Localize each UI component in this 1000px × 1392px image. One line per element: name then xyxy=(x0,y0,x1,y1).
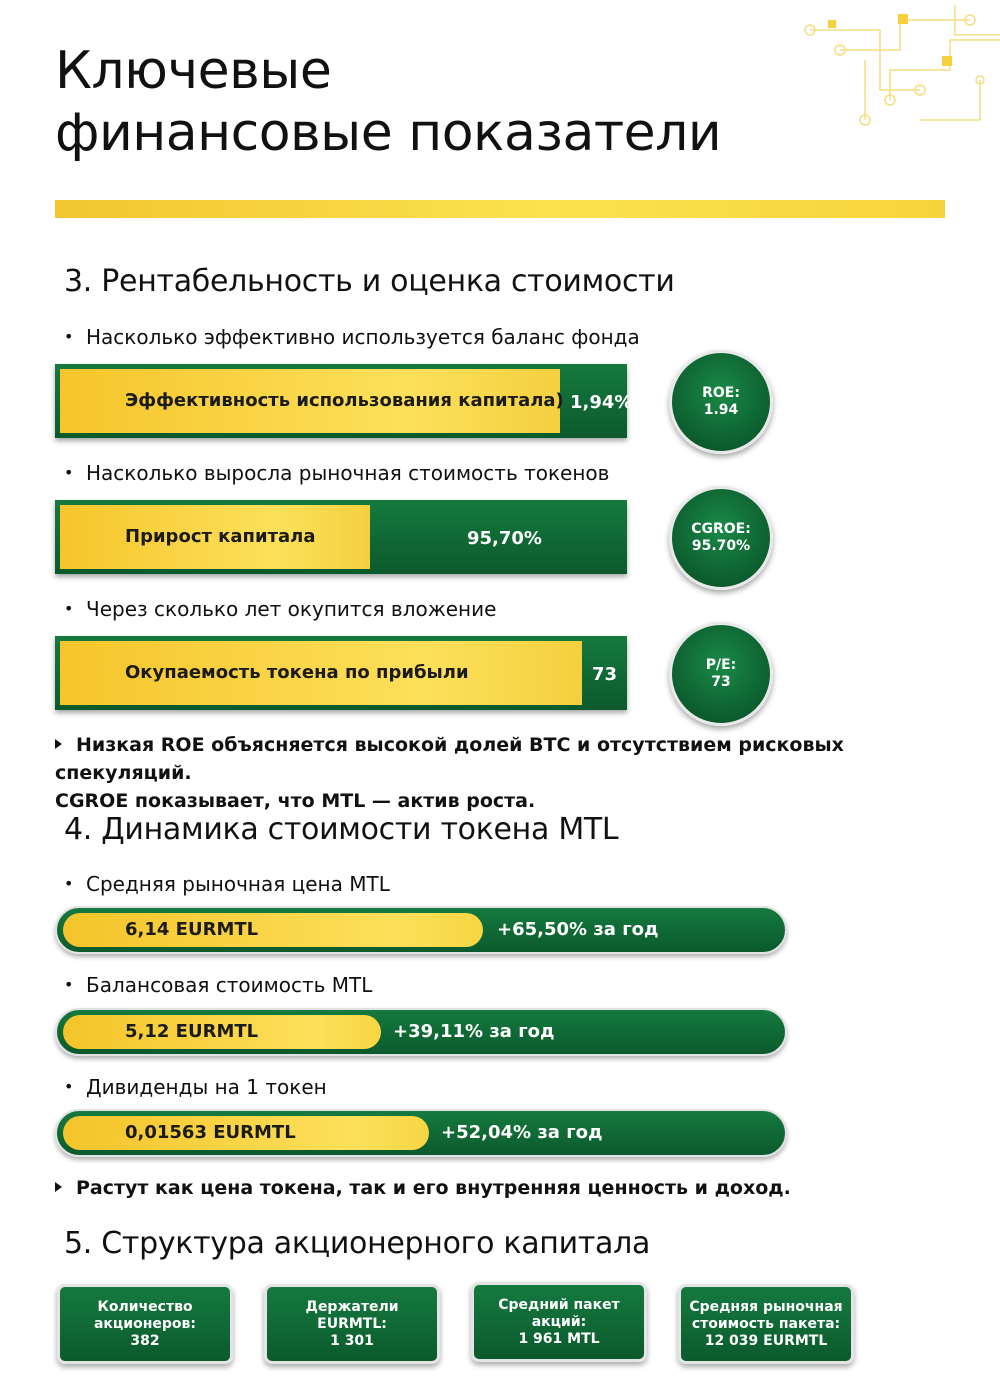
cgroe-bar xyxy=(55,500,627,574)
note-triangle-icon xyxy=(55,1182,62,1192)
bullet-book-value: • Балансовая стоимость MTL xyxy=(64,973,373,997)
note-triangle-icon xyxy=(55,739,62,749)
cgroe-circle: CGROE: 95.70% xyxy=(669,486,773,590)
market-price-pill xyxy=(55,906,787,954)
bullet-dividends: • Дивиденды на 1 токен xyxy=(64,1075,327,1099)
book-value-pill xyxy=(55,1008,787,1056)
book-value-change: +39,11% за год xyxy=(393,1021,555,1042)
section-3-note: Низкая ROE объясняется высокой долей BTC и отсутствием рисковых спекуляций. CGROE показывает, что MTL — актив роста. xyxy=(55,734,844,812)
bullet-roe: • Насколько эффективно используется баланс фонда xyxy=(64,325,640,349)
book-value-label: 5,12 EURMTL xyxy=(125,1021,259,1042)
market-price-change: +65,50% за год xyxy=(497,919,659,940)
cgroe-bar-label: Прирост капитала xyxy=(125,526,316,547)
market-price-label: 6,14 EURMTL xyxy=(125,919,259,940)
pe-circle: P/E: 73 xyxy=(669,622,773,726)
avg-package-card: Средний пакет акций: 1 961 MTL xyxy=(471,1282,647,1362)
section-3-title: 3. Рентабельность и оценка стоимости xyxy=(64,264,675,299)
dividends-pill xyxy=(55,1109,787,1157)
dividends-label: 0,01563 EURMTL xyxy=(125,1122,296,1143)
avg-package-value-card: Средняя рыночная стоимость пакета: 12 039 EURMTL xyxy=(678,1284,854,1364)
bullet-pe: • Через сколько лет окупится вложение xyxy=(64,597,497,621)
eurmtl-holders-card: Держатели EURMTL: 1 301 xyxy=(264,1284,440,1364)
roe-bar xyxy=(55,364,633,438)
circuit-decoration xyxy=(770,0,1000,140)
cgroe-bar-value: 95,70% xyxy=(467,528,542,549)
roe-circle: ROE: 1.94 xyxy=(669,350,773,454)
roe-bar-label: Эффективность использования капитала) xyxy=(125,390,564,411)
title-underline xyxy=(55,200,945,218)
title-line-2: финансовые показатели xyxy=(55,103,722,163)
bullet-market-price: • Средняя рыночная цена MTL xyxy=(64,872,390,896)
pe-bar-label: Окупаемость токена по прибыли xyxy=(125,662,469,683)
pe-bar xyxy=(55,636,627,710)
pe-bar-value: 73 xyxy=(592,664,618,685)
roe-bar-value: 1,94% xyxy=(570,392,633,413)
shareholders-card: Количество акционеров: 382 xyxy=(57,1284,233,1364)
dividends-change: +52,04% за год xyxy=(441,1122,603,1143)
section-5-title: 5. Структура акционерного капитала xyxy=(64,1226,651,1261)
section-4-note: Растут как цена токена, так и его внутренняя ценность и доход. xyxy=(55,1174,791,1202)
page-title xyxy=(55,40,721,164)
section-4-title: 4. Динамика стоимости токена MTL xyxy=(64,812,619,847)
title-line-1: Ключевые xyxy=(55,41,332,101)
bullet-cgroe: • Насколько выросла рыночная стоимость токенов xyxy=(64,461,610,485)
